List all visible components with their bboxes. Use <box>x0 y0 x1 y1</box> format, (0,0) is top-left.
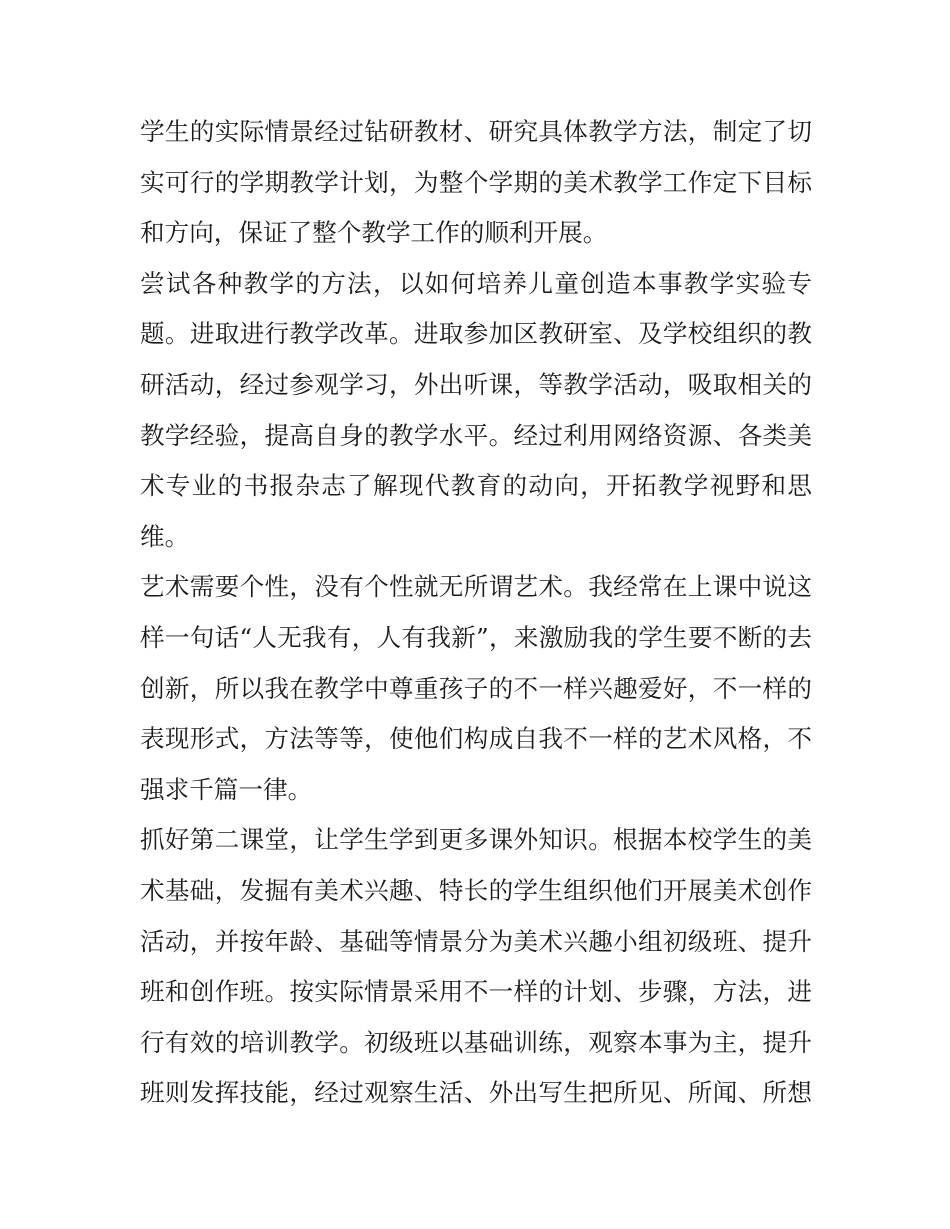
text-line: 班则发挥技能，经过观察生活、外出写生把所见、所闻、所想 <box>140 1078 812 1108</box>
text-line: 术基础，发掘有美术兴趣、特长的学生组织他们开展美术创作 <box>140 875 812 905</box>
text-line: 实可行的学期教学计划，为整个学期的美术教学工作定下目标 <box>140 167 812 197</box>
text-line: 艺术需要个性，没有个性就无所谓艺术。我经常在上课中说这 <box>140 572 812 602</box>
text-line: 学生的实际情景经过钻研教材、研究具体教学方法，制定了切 <box>140 117 812 146</box>
text-line: 和方向，保证了整个教学工作的顺利开展。 <box>140 218 608 248</box>
text-line: 抓好第二课堂，让学生学到更多课外知识。根据本校学生的美 <box>140 825 812 855</box>
paragraph-teaching-plan <box>140 107 812 259</box>
text-line: 班和创作班。按实际情景采用不一样的计划、步骤，方法，进 <box>140 977 812 1007</box>
text-line: 教学经验，提高自身的教学水平。经过利用网络资源、各类美 <box>140 420 812 450</box>
text-line: 创新，所以我在教学中尊重孩子的不一样兴趣爱好，不一样的 <box>140 673 812 703</box>
text-line: 表现形式，方法等等，使他们构成自我不一样的艺术风格，不 <box>140 724 812 754</box>
text-line: 尝试各种教学的方法，以如何培养儿童创造本事教学实验专 <box>140 268 812 298</box>
text-line: 行有效的培训教学。初级班以基础训练，观察本事为主，提升 <box>140 1027 812 1057</box>
text-line: 术专业的书报杂志了解现代教育的动向，开拓教学视野和思 <box>140 471 812 501</box>
paragraph-second-classroom <box>140 815 812 1119</box>
text-line: 题。进取进行教学改革。进取参加区教研室、及学校组织的教 <box>140 319 812 349</box>
text-line: 研活动，经过参观学习，外出听课，等教学活动，吸取相关的 <box>140 369 812 399</box>
text-line: 样一句话“人无我有，人有我新”，来激励我的学生要不断的去 <box>140 622 812 652</box>
paragraph-art-individuality <box>140 562 812 815</box>
text-line: 维。 <box>140 521 190 551</box>
text-line: 活动，并按年龄、基础等情景分为美术兴趣小组初级班、提升 <box>140 926 812 956</box>
text-line: 强求千篇一律。 <box>140 774 313 804</box>
paragraph-teaching-methods <box>140 259 812 563</box>
document-body <box>140 107 812 1119</box>
